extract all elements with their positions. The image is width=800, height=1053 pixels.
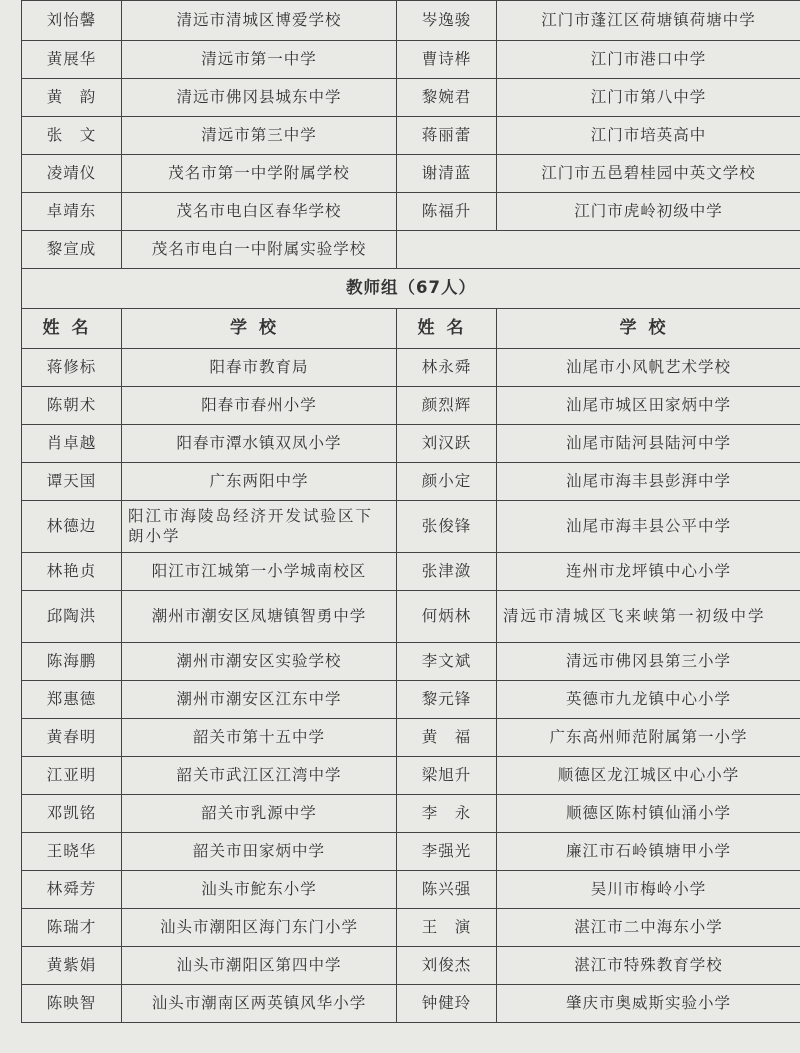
school-cell: 汕头市潮阳区海门东门小学 xyxy=(122,909,397,947)
name-cell: 曹诗桦 xyxy=(397,41,497,79)
table-row xyxy=(22,425,800,463)
name-cell: 黄紫娟 xyxy=(22,947,122,985)
name-cell: 江亚明 xyxy=(22,757,122,795)
table-row xyxy=(22,553,800,591)
name-cell: 岑逸骏 xyxy=(397,1,497,41)
school-cell: 肇庆市奥威斯实验小学 xyxy=(497,985,800,1023)
school-cell: 韶关市田家炳中学 xyxy=(122,833,397,871)
school-cell: 清远市第一中学 xyxy=(122,41,397,79)
table-row xyxy=(22,947,800,985)
name-cell: 谢清蓝 xyxy=(397,155,497,193)
name-cell: 李文斌 xyxy=(397,643,497,681)
school-cell: 清远市第三中学 xyxy=(122,117,397,155)
table-row xyxy=(22,349,800,387)
table-row xyxy=(22,757,800,795)
table-row xyxy=(22,591,800,643)
school-cell: 阳春市春州小学 xyxy=(122,387,397,425)
name-cell: 林舜芳 xyxy=(22,871,122,909)
name-cell: 梁旭升 xyxy=(397,757,497,795)
empty-cell xyxy=(397,231,497,269)
school-cell: 江门市培英高中 xyxy=(497,117,800,155)
column-header-school: 学校 xyxy=(497,309,800,349)
section-title: 教师组（67人） xyxy=(22,269,800,309)
school-cell: 连州市龙坪镇中心小学 xyxy=(497,553,800,591)
name-cell: 王晓华 xyxy=(22,833,122,871)
name-cell: 钟健玲 xyxy=(397,985,497,1023)
table-row xyxy=(22,231,800,269)
school-cell: 韶关市乳源中学 xyxy=(122,795,397,833)
table-row xyxy=(22,719,800,757)
name-cell: 邓凯铭 xyxy=(22,795,122,833)
school-cell: 江门市港口中学 xyxy=(497,41,800,79)
school-cell: 汕尾市陆河县陆河中学 xyxy=(497,425,800,463)
table-row xyxy=(22,155,800,193)
section-heading-row xyxy=(22,269,800,309)
name-cell: 肖卓越 xyxy=(22,425,122,463)
name-cell: 张俊锋 xyxy=(397,501,497,553)
name-cell: 郑惠德 xyxy=(22,681,122,719)
name-cell: 陈朝术 xyxy=(22,387,122,425)
name-cell: 黄展华 xyxy=(22,41,122,79)
school-cell: 潮州市潮安区凤塘镇智勇中学 xyxy=(122,591,397,643)
table-row xyxy=(22,463,800,501)
name-cell: 黎元锋 xyxy=(397,681,497,719)
name-cell: 林艳贞 xyxy=(22,553,122,591)
name-cell: 何炳林 xyxy=(397,591,497,643)
school-cell: 韶关市武江区江湾中学 xyxy=(122,757,397,795)
school-cell: 湛江市特殊教育学校 xyxy=(497,947,800,985)
school-cell: 潮州市潮安区实验学校 xyxy=(122,643,397,681)
school-cell: 江门市第八中学 xyxy=(497,79,800,117)
school-cell: 顺德区陈村镇仙涌小学 xyxy=(497,795,800,833)
name-cell: 蒋丽蕾 xyxy=(397,117,497,155)
column-header-school: 学校 xyxy=(122,309,397,349)
table-row xyxy=(22,1,800,41)
name-cell: 颜烈辉 xyxy=(397,387,497,425)
name-cell: 陈兴强 xyxy=(397,871,497,909)
table-row xyxy=(22,643,800,681)
table-row xyxy=(22,909,800,947)
table-row xyxy=(22,387,800,425)
name-cell: 李强光 xyxy=(397,833,497,871)
school-cell: 清远市佛冈县第三小学 xyxy=(497,643,800,681)
name-cell: 张 文 xyxy=(22,117,122,155)
name-cell: 黄 福 xyxy=(397,719,497,757)
school-cell: 阳江市江城第一小学城南校区 xyxy=(122,553,397,591)
school-cell: 茂名市电白区春华学校 xyxy=(122,193,397,231)
table-row xyxy=(22,833,800,871)
name-cell: 卓靖东 xyxy=(22,193,122,231)
name-cell: 陈映智 xyxy=(22,985,122,1023)
school-cell: 顺德区龙江城区中心小学 xyxy=(497,757,800,795)
school-cell: 阳春市教育局 xyxy=(122,349,397,387)
name-cell: 颜小定 xyxy=(397,463,497,501)
school-cell: 吴川市梅岭小学 xyxy=(497,871,800,909)
table-row xyxy=(22,41,800,79)
name-cell: 刘汉跃 xyxy=(397,425,497,463)
name-cell: 张津潋 xyxy=(397,553,497,591)
table-row xyxy=(22,871,800,909)
name-cell: 陈瑞才 xyxy=(22,909,122,947)
name-cell: 黄 韵 xyxy=(22,79,122,117)
school-cell: 汕头市潮南区两英镇风华小学 xyxy=(122,985,397,1023)
name-cell: 林德边 xyxy=(22,501,122,553)
school-cell: 汕尾市海丰县彭湃中学 xyxy=(497,463,800,501)
school-cell: 茂名市第一中学附属学校 xyxy=(122,155,397,193)
school-cell: 阳春市潭水镇双凤小学 xyxy=(122,425,397,463)
column-header-name: 姓名 xyxy=(397,309,497,349)
school-cell: 汕尾市城区田家炳中学 xyxy=(497,387,800,425)
school-cell: 广东高州师范附属第一小学 xyxy=(497,719,800,757)
table-row xyxy=(22,117,800,155)
empty-cell xyxy=(497,231,800,269)
school-cell: 湛江市二中海东小学 xyxy=(497,909,800,947)
table-row xyxy=(22,795,800,833)
column-header-name: 姓名 xyxy=(22,309,122,349)
school-cell: 英德市九龙镇中心小学 xyxy=(497,681,800,719)
school-cell: 汕头市潮阳区第四中学 xyxy=(122,947,397,985)
table-row xyxy=(22,985,800,1023)
school-cell: 廉江市石岭镇塘甲小学 xyxy=(497,833,800,871)
name-cell: 王 演 xyxy=(397,909,497,947)
name-cell: 黄春明 xyxy=(22,719,122,757)
name-cell: 李 永 xyxy=(397,795,497,833)
school-cell: 广东两阳中学 xyxy=(122,463,397,501)
awards-table xyxy=(21,0,800,1023)
school-cell: 清远市清城区博爱学校 xyxy=(122,1,397,41)
name-cell: 林永舜 xyxy=(397,349,497,387)
table-row xyxy=(22,79,800,117)
header-row xyxy=(22,309,800,349)
name-cell: 刘怡馨 xyxy=(22,1,122,41)
table-row xyxy=(22,681,800,719)
school-cell: 汕尾市海丰县公平中学 xyxy=(497,501,800,553)
school-cell: 清远市清城区飞来峡第一初级中学 xyxy=(497,591,800,643)
name-cell: 邱陶洪 xyxy=(22,591,122,643)
school-cell: 阳江市海陵岛经济开发试验区下朗小学 xyxy=(122,501,397,553)
school-cell: 江门市蓬江区荷塘镇荷塘中学 xyxy=(497,1,800,41)
table-row xyxy=(22,193,800,231)
school-cell: 潮州市潮安区江东中学 xyxy=(122,681,397,719)
name-cell: 蒋修标 xyxy=(22,349,122,387)
school-cell: 汕尾市小风帆艺术学校 xyxy=(497,349,800,387)
school-cell: 汕头市鮀东小学 xyxy=(122,871,397,909)
name-cell: 陈福升 xyxy=(397,193,497,231)
school-cell: 江门市五邑碧桂园中英文学校 xyxy=(497,155,800,193)
school-cell: 清远市佛冈县城东中学 xyxy=(122,79,397,117)
name-cell: 黎婉君 xyxy=(397,79,497,117)
name-cell: 黎宣成 xyxy=(22,231,122,269)
name-cell: 陈海鹏 xyxy=(22,643,122,681)
school-cell: 江门市虎岭初级中学 xyxy=(497,193,800,231)
name-cell: 刘俊杰 xyxy=(397,947,497,985)
name-cell: 谭天国 xyxy=(22,463,122,501)
school-cell: 茂名市电白一中附属实验学校 xyxy=(122,231,397,269)
table-row xyxy=(22,501,800,553)
name-cell: 凌靖仪 xyxy=(22,155,122,193)
school-cell: 韶关市第十五中学 xyxy=(122,719,397,757)
